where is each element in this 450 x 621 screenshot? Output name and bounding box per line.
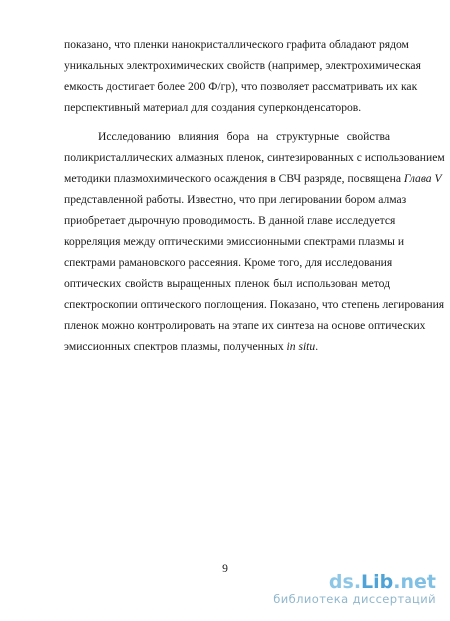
paragraph-2-line-8: оптических свойств выращенных пленок был использован метод <box>64 277 390 290</box>
paragraph-2-line-4: представленной работы. Известно, что при легировании бором алмаз <box>64 193 407 206</box>
paragraph-1-line-1: показано, что пленки нанокристаллического графита обладают рядом <box>64 38 409 51</box>
paragraph-2-line-2: поликристаллических алмазных пленок, синтезированных с использованием <box>64 151 445 164</box>
paragraph-2-line-11-text: эмиссионных спектров плазмы, полученных <box>64 340 287 353</box>
paragraph-1-line-3: емкость достигает более 200 Ф/гр), что позволяет рассматривать их как <box>64 80 418 93</box>
in-situ-term: in situ <box>286 340 316 353</box>
paragraph-2-line-11-end: . <box>315 340 319 353</box>
paragraph-2-line-3 <box>64 172 442 186</box>
dslib-logo: ds.Lib.net <box>328 571 436 593</box>
paragraph-2-line-10: пленок можно контролировать на этапе их синтеза на основе оптических <box>64 319 426 332</box>
paragraph-2-line-3-text: методики плазмохимического осаждения в СВЧ разряде, посвящена <box>64 172 404 185</box>
paragraph-2-line-11 <box>64 340 390 354</box>
paragraph-2-line-7: спектрами рамановского рассеяния. Кроме того, для исследования <box>64 256 393 269</box>
paragraph-2-line-1: Исследованию влияния бора на структурные свойства <box>98 130 390 143</box>
paragraph-2-line-6: корреляция между оптическими эмиссионными спектрами плазмы и <box>64 235 405 248</box>
dslib-watermark <box>273 572 436 606</box>
paragraph-1-line-4: перспективный материал для создания суперконденсаторов. <box>64 101 362 114</box>
paragraph-2-line-5: приобретает дырочную проводимость. В данной главе исследуется <box>64 214 396 227</box>
paragraph-1-line-2: уникальных электрохимических свойств (например, электрохимическая <box>64 59 421 72</box>
chapter-reference: Глава V <box>403 172 442 185</box>
page-number: 9 <box>222 562 228 575</box>
paragraph-2-line-9: спектроскопии оптического поглощения. Показано, что степень легирования <box>64 298 445 311</box>
dslib-tagline: библиотека диссертаций <box>273 592 436 606</box>
